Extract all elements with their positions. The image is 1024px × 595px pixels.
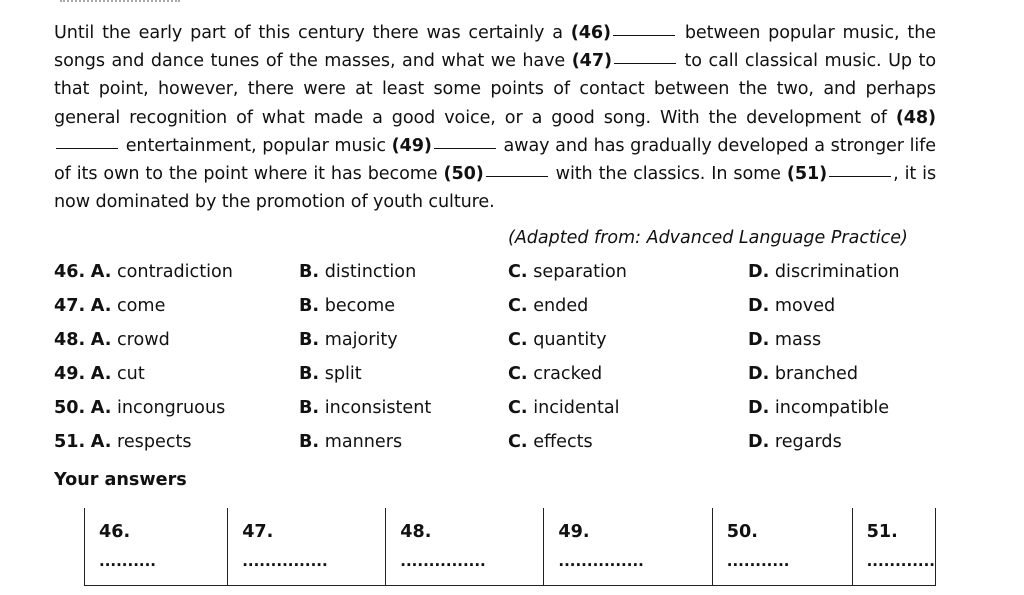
option-b[interactable]: B. distinction (299, 262, 417, 282)
answer-cell-51[interactable] (852, 508, 935, 586)
question-row-48 (0, 330, 1024, 356)
option-a[interactable]: 51. A. respects (54, 432, 192, 452)
option-d[interactable]: D. moved (748, 296, 836, 316)
option-c[interactable]: C. quantity (508, 330, 607, 350)
source-citation: (Adapted from: Advanced Language Practice) (508, 228, 908, 248)
option-b[interactable]: B. inconsistent (299, 398, 432, 418)
option-c[interactable]: C. cracked (508, 364, 603, 384)
option-d[interactable]: D. regards (748, 432, 842, 452)
passage-text: between popular music, the songs and dance tunes of the masses, and what we have (54, 23, 936, 72)
cloze-passage (54, 19, 936, 216)
question-row-47 (0, 296, 1024, 322)
option-c[interactable]: C. incidental (508, 398, 620, 418)
option-c[interactable]: C. effects (508, 432, 593, 452)
gap-48-blank (56, 147, 118, 149)
answer-cell-47[interactable] (228, 508, 386, 586)
answer-cell-50[interactable] (712, 508, 852, 586)
option-b[interactable]: B. split (299, 364, 362, 384)
option-b[interactable]: B. manners (299, 432, 403, 452)
answer-cell-48[interactable] (386, 508, 544, 586)
passage-text: entertainment, popular music (120, 135, 392, 156)
question-row-51 (0, 432, 1024, 458)
gap-46-blank (613, 34, 675, 36)
gap-number-49: (49) (391, 135, 432, 156)
answer-dots: .......... (99, 552, 156, 570)
answer-dots: ............... (242, 552, 328, 570)
answer-dots: ............... (558, 552, 644, 570)
option-c[interactable]: C. separation (508, 262, 627, 282)
answer-label: 51. (866, 522, 898, 542)
answer-cell-49[interactable] (544, 508, 712, 586)
answer-label: 49. (558, 522, 590, 542)
answers-heading: Your answers (54, 470, 187, 490)
header-dotted-line (60, 0, 180, 5)
option-d[interactable]: D. incompatible (748, 398, 890, 418)
option-d[interactable]: D. discrimination (748, 262, 900, 282)
question-row-46 (0, 262, 1024, 288)
gap-number-48: (48) (895, 107, 936, 128)
question-row-50 (0, 398, 1024, 424)
gap-47-blank (614, 62, 676, 64)
option-a[interactable]: 49. A. cut (54, 364, 145, 384)
answer-dots: ........... (726, 552, 790, 570)
option-a[interactable]: 46. A. contradiction (54, 262, 233, 282)
answer-label: 47. (242, 522, 274, 542)
passage-text: with the classics. In some (549, 164, 787, 185)
gap-50-blank (486, 175, 548, 177)
answer-dots: ............... (400, 552, 486, 570)
gap-number-51: (51) (786, 164, 828, 185)
passage-text: , it is now dominated by the promotion of youth culture. (54, 164, 937, 213)
passage-text: Until the early part of this century there was certainly a (54, 23, 571, 43)
gap-number-47: (47) (571, 51, 612, 72)
option-b[interactable]: B. become (299, 296, 396, 316)
option-d[interactable]: D. mass (748, 330, 822, 350)
answer-label: 48. (400, 522, 432, 542)
answer-label: 46. (99, 522, 131, 542)
answer-cell-46[interactable] (85, 508, 228, 586)
answer-grid (84, 508, 936, 586)
option-a[interactable]: 50. A. incongruous (54, 398, 226, 418)
option-d[interactable]: D. branched (748, 364, 859, 384)
gap-number-50: (50) (443, 164, 484, 185)
answer-label: 50. (726, 522, 758, 542)
gap-51-blank (829, 175, 891, 177)
option-a[interactable]: 48. A. crowd (54, 330, 170, 350)
option-c[interactable]: C. ended (508, 296, 589, 316)
question-row-49 (0, 364, 1024, 390)
option-a[interactable]: 47. A. come (54, 296, 166, 316)
passage-text: to call classical music. Up to that point, however, there were at least some points of contact between the two, and perhaps general recognition of what made a good voice, or a good song. With the development of (54, 51, 936, 128)
answer-dots: ............ (866, 552, 935, 570)
gap-number-46: (46) (570, 23, 611, 43)
passage-text: away and has gradually developed a stronger life of its own to the point where it has become (54, 135, 936, 185)
gap-49-blank (434, 147, 496, 149)
option-b[interactable]: B. majority (299, 330, 398, 350)
